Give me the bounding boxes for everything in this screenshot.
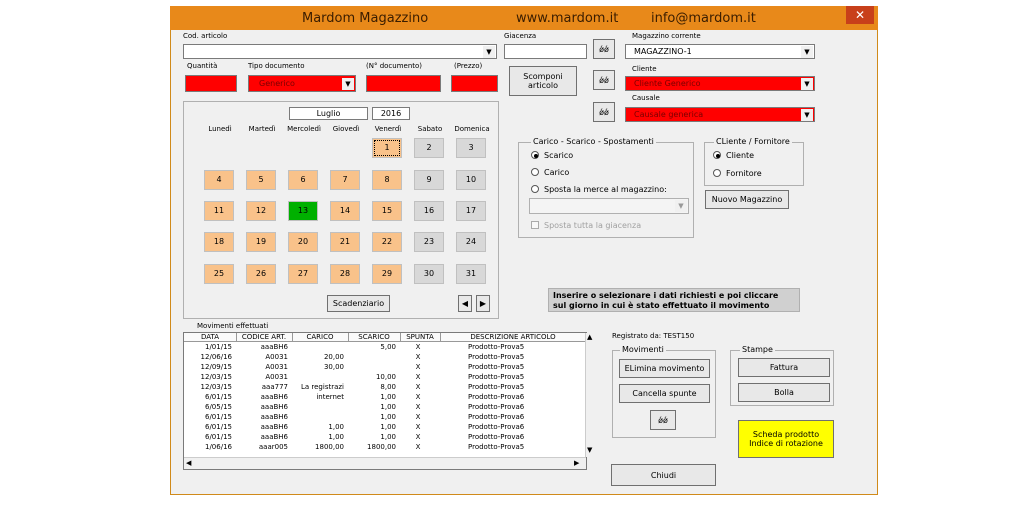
- calendar-day[interactable]: 16: [414, 201, 444, 221]
- scheda-line1: Scheda prodotto: [752, 430, 820, 439]
- table-cell: Prodotto-Prova5: [468, 373, 525, 381]
- chevron-down-icon[interactable]: ▼: [801, 78, 813, 90]
- calendar-day[interactable]: 27: [288, 264, 318, 284]
- causale-value: Causale generica: [634, 110, 704, 119]
- cliente-radio[interactable]: [713, 151, 721, 159]
- table-cell: 1800,00: [315, 443, 344, 451]
- magazzino-label: Magazzino corrente: [632, 32, 701, 40]
- table-cell: 1,00: [380, 423, 396, 431]
- calendar-day[interactable]: 15: [372, 201, 402, 221]
- table-cell: 20,00: [323, 353, 344, 361]
- table-cell: Prodotto-Prova6: [468, 393, 525, 401]
- table-cell: 1/06/16: [205, 443, 232, 451]
- calendar-day[interactable]: 31: [456, 264, 486, 284]
- table-cell: 6/01/15: [205, 393, 232, 401]
- table-cell: aaaBH6: [260, 403, 288, 411]
- table-row[interactable]: [184, 383, 584, 393]
- stampe-group-title: Stampe: [742, 345, 773, 354]
- table-row[interactable]: [184, 413, 584, 423]
- cliente-group-title: CLiente / Fornitore: [716, 137, 790, 146]
- listview-header: [184, 333, 586, 342]
- scheda-line2: Indice di rotazione: [749, 439, 823, 448]
- prev-month-button[interactable]: ◀: [458, 295, 472, 312]
- table-cell: Prodotto-Prova6: [468, 413, 525, 421]
- table-cell: aaa777: [261, 383, 288, 391]
- table-cell: X: [415, 423, 421, 431]
- table-cell: La registrazi: [300, 383, 344, 391]
- calendar-year[interactable]: 2016: [372, 107, 410, 120]
- weekday-label: Giovedì: [332, 125, 360, 133]
- causale-select[interactable]: [625, 107, 815, 122]
- registrato-label: Registrato da: TEST150: [612, 332, 695, 340]
- movimenti-listview[interactable]: [183, 332, 593, 470]
- table-cell: 12/09/15: [200, 363, 232, 371]
- calendar-day[interactable]: 7: [330, 170, 360, 190]
- fornitore-radio[interactable]: [713, 169, 721, 177]
- info-box: [548, 288, 800, 312]
- column-header[interactable]: DATA: [184, 333, 237, 341]
- tipo-documento-select[interactable]: [248, 75, 356, 92]
- calendar-day[interactable]: 9: [414, 170, 444, 190]
- scomponi-line2: articolo: [528, 81, 558, 90]
- chevron-down-icon[interactable]: ▼: [675, 200, 687, 212]
- quantita-field[interactable]: [185, 75, 237, 92]
- table-cell: X: [415, 383, 421, 391]
- table-cell: 1,00: [328, 423, 344, 431]
- calendar-month[interactable]: Luglio: [289, 107, 368, 120]
- table-cell: Prodotto-Prova6: [468, 433, 525, 441]
- table-cell: Prodotto-Prova5: [468, 383, 525, 391]
- binoculars-icon[interactable]: ǿǿ: [593, 39, 615, 59]
- calendar-day[interactable]: 29: [372, 264, 402, 284]
- chevron-down-icon[interactable]: ▼: [342, 78, 354, 90]
- calendar-day[interactable]: 20: [288, 232, 318, 252]
- table-cell: Prodotto-Prova6: [468, 423, 525, 431]
- table-cell: aaaBH6: [260, 433, 288, 441]
- bolla-button[interactable]: Bolla: [738, 383, 830, 402]
- table-cell: 1,00: [380, 403, 396, 411]
- calendar-day[interactable]: 11: [204, 201, 234, 221]
- weekday-label: Martedì: [248, 125, 276, 133]
- table-cell: internet: [316, 393, 344, 401]
- window-title: Mardom Magazzino: [302, 11, 429, 26]
- table-cell: 8,00: [380, 383, 396, 391]
- column-header[interactable]: CODICE ART.: [236, 333, 293, 341]
- calendar-day[interactable]: 6: [288, 170, 318, 190]
- table-cell: 1/01/15: [205, 343, 232, 351]
- calendar-day[interactable]: 13: [288, 201, 318, 221]
- n-documento-field[interactable]: [366, 75, 441, 92]
- table-cell: X: [415, 433, 421, 441]
- calendar-day[interactable]: 4: [204, 170, 234, 190]
- table-cell: A0031: [265, 363, 288, 371]
- scomponi-articolo-button[interactable]: [509, 66, 577, 96]
- scroll-down-icon[interactable]: ▼: [587, 446, 593, 454]
- calendar-day[interactable]: 26: [246, 264, 276, 284]
- calendar-day[interactable]: 12: [246, 201, 276, 221]
- weekday-label: Lunedì: [208, 125, 232, 133]
- weekday-label: Domenica: [454, 125, 490, 133]
- cancella-spunte-button[interactable]: Cancella spunte: [619, 384, 710, 403]
- carico-radio[interactable]: [531, 168, 539, 176]
- binoculars-icon[interactable]: ǿǿ: [593, 102, 615, 122]
- table-cell: X: [415, 363, 421, 371]
- chevron-down-icon[interactable]: ▼: [801, 46, 813, 58]
- table-cell: 6/01/15: [205, 413, 232, 421]
- quantita-label: Quantità: [187, 62, 218, 70]
- close-button[interactable]: ✕: [846, 6, 874, 24]
- column-header[interactable]: DESCRIZIONE ARTICOLO: [440, 333, 587, 341]
- table-cell: aaaBH6: [260, 343, 288, 351]
- calendar-day[interactable]: 14: [330, 201, 360, 221]
- elimina-movimento-button[interactable]: ELimina movimento: [619, 359, 710, 378]
- scarico-label: Scarico: [544, 151, 574, 160]
- table-cell: 1,00: [380, 433, 396, 441]
- table-cell: X: [415, 343, 421, 351]
- table-cell: Prodotto-Prova5: [468, 363, 525, 371]
- table-cell: 12/06/16: [200, 353, 232, 361]
- movimenti-label: Movimenti effettuati: [197, 322, 269, 330]
- scroll-right-icon[interactable]: ▶: [574, 459, 580, 467]
- email-label: info@mardom.it: [651, 11, 756, 26]
- table-cell: X: [415, 443, 421, 451]
- info-line2: sul giorno in cui è stato effettuato il movimento: [553, 301, 770, 310]
- table-cell: 1800,00: [367, 443, 396, 451]
- cliente-value: Cliente Generico: [634, 79, 701, 88]
- table-cell: X: [415, 413, 421, 421]
- table-cell: X: [415, 353, 421, 361]
- sposta-radio[interactable]: [531, 185, 539, 193]
- table-cell: aaaBH6: [260, 413, 288, 421]
- table-row[interactable]: [184, 353, 584, 363]
- table-cell: 1,00: [380, 413, 396, 421]
- table-row[interactable]: [184, 423, 584, 433]
- cliente-fornitore-group: [704, 142, 804, 186]
- calendar-day[interactable]: 18: [204, 232, 234, 252]
- table-cell: 12/03/15: [200, 373, 232, 381]
- table-row[interactable]: [184, 433, 584, 443]
- prezzo-label: (Prezzo): [454, 62, 483, 70]
- table-row[interactable]: [184, 393, 584, 403]
- fattura-button[interactable]: Fattura: [738, 358, 830, 377]
- table-cell: 6/05/15: [205, 403, 232, 411]
- table-cell: 1,00: [380, 393, 396, 401]
- table-cell: aaaBH6: [260, 393, 288, 401]
- sposta-tutta-label: Sposta tutta la giacenza: [544, 221, 642, 230]
- table-cell: 5,00: [380, 343, 396, 351]
- calendar-day[interactable]: 17: [456, 201, 486, 221]
- table-cell: A0031: [265, 353, 288, 361]
- chevron-down-icon[interactable]: ▼: [801, 109, 813, 121]
- scroll-left-icon[interactable]: ◀: [186, 459, 192, 467]
- table-cell: aaar005: [258, 443, 288, 451]
- table-cell: 1,00: [328, 433, 344, 441]
- table-cell: aaaBH6: [260, 423, 288, 431]
- calendar-day[interactable]: 3: [456, 138, 486, 158]
- table-cell: 10,00: [375, 373, 396, 381]
- scroll-up-icon[interactable]: ▲: [587, 333, 593, 341]
- magazzino-value: MAGAZZINO-1: [634, 47, 692, 56]
- sposta-label: Sposta la merce al magazzino:: [544, 185, 667, 194]
- sposta-magazzino-select[interactable]: [529, 198, 689, 214]
- calendar-day[interactable]: 24: [456, 232, 486, 252]
- tipo-documento-label: Tipo documento: [248, 62, 305, 70]
- calendar-day[interactable]: 8: [372, 170, 402, 190]
- binoculars-icon[interactable]: ǿǿ: [650, 410, 676, 430]
- weekday-label: Venerdì: [374, 125, 402, 133]
- cliente-label: Cliente: [632, 65, 657, 73]
- table-cell: 30,00: [323, 363, 344, 371]
- causale-label: Causale: [632, 94, 660, 102]
- tipo-documento-value: Generico: [259, 79, 295, 88]
- scheda-prodotto-button[interactable]: [738, 420, 834, 458]
- n-documento-label: (N° documento): [366, 62, 423, 70]
- table-cell: X: [415, 403, 421, 411]
- giacenza-field[interactable]: [504, 44, 587, 59]
- weekday-label: Sabato: [417, 125, 443, 133]
- calendar-day[interactable]: 19: [246, 232, 276, 252]
- giacenza-label: Giacenza: [504, 32, 537, 40]
- table-cell: X: [415, 373, 421, 381]
- listview-hscrollbar[interactable]: [184, 457, 586, 469]
- table-cell: Prodotto-Prova5: [468, 353, 525, 361]
- calendar-day[interactable]: 21: [330, 232, 360, 252]
- prezzo-field[interactable]: [451, 75, 498, 92]
- nuovo-magazzino-button[interactable]: Nuovo Magazzino: [705, 190, 789, 209]
- calendar-day[interactable]: 5: [246, 170, 276, 190]
- cod-articolo-label: Cod. articolo: [183, 32, 228, 40]
- next-month-button[interactable]: ▶: [476, 295, 490, 312]
- table-row[interactable]: [184, 343, 584, 353]
- calendar-day[interactable]: 28: [330, 264, 360, 284]
- fornitore-radio-label: Fornitore: [726, 169, 762, 178]
- chevron-down-icon[interactable]: ▼: [483, 46, 495, 58]
- sposta-tutta-checkbox[interactable]: [531, 221, 539, 229]
- column-header[interactable]: SCARICO: [348, 333, 401, 341]
- table-cell: A0031: [265, 373, 288, 381]
- table-cell: 12/03/15: [200, 383, 232, 391]
- table-cell: 6/01/15: [205, 433, 232, 441]
- table-row[interactable]: [184, 363, 584, 373]
- listview-vscrollbar[interactable]: [585, 333, 597, 457]
- cliente-radio-label: Cliente: [726, 151, 755, 160]
- table-cell: X: [415, 393, 421, 401]
- cliente-select[interactable]: [625, 76, 815, 91]
- scarico-radio[interactable]: [531, 151, 539, 159]
- table-row[interactable]: [184, 373, 584, 383]
- calendar-day[interactable]: 25: [204, 264, 234, 284]
- info-line1: Inserire o selezionare i dati richiesti e poi cliccare: [553, 291, 779, 300]
- magazzino-select[interactable]: [625, 44, 815, 59]
- calendar-day[interactable]: 30: [414, 264, 444, 284]
- carico-group-title: Carico - Scarico - Spostamenti: [533, 137, 654, 146]
- carico-label: Carico: [544, 168, 570, 177]
- binoculars-icon[interactable]: ǿǿ: [593, 70, 615, 90]
- table-cell: 6/01/15: [205, 423, 232, 431]
- table-cell: Prodotto-Prova6: [468, 403, 525, 411]
- cod-articolo-combo[interactable]: [183, 44, 497, 59]
- calendar-day[interactable]: 23: [414, 232, 444, 252]
- website-label: www.mardom.it: [516, 11, 619, 26]
- table-row[interactable]: [184, 443, 584, 453]
- column-header[interactable]: CARICO: [292, 333, 349, 341]
- calendar-day[interactable]: 10: [456, 170, 486, 190]
- table-cell: Prodotto-Prova5: [468, 443, 525, 451]
- movimenti-group-title: Movimenti: [622, 345, 664, 354]
- scadenziario-button[interactable]: Scadenziario: [327, 295, 390, 312]
- calendar-day[interactable]: 1: [372, 138, 402, 158]
- chiudi-button[interactable]: Chiudi: [611, 464, 716, 486]
- column-header[interactable]: SPUNTA: [400, 333, 441, 341]
- table-cell: Prodotto-Prova5: [468, 343, 525, 351]
- calendar-day[interactable]: 2: [414, 138, 444, 158]
- scomponi-line1: Scomponi: [523, 72, 563, 81]
- table-row[interactable]: [184, 403, 584, 413]
- weekday-label: Mercoledì: [287, 125, 321, 133]
- calendar-day[interactable]: 22: [372, 232, 402, 252]
